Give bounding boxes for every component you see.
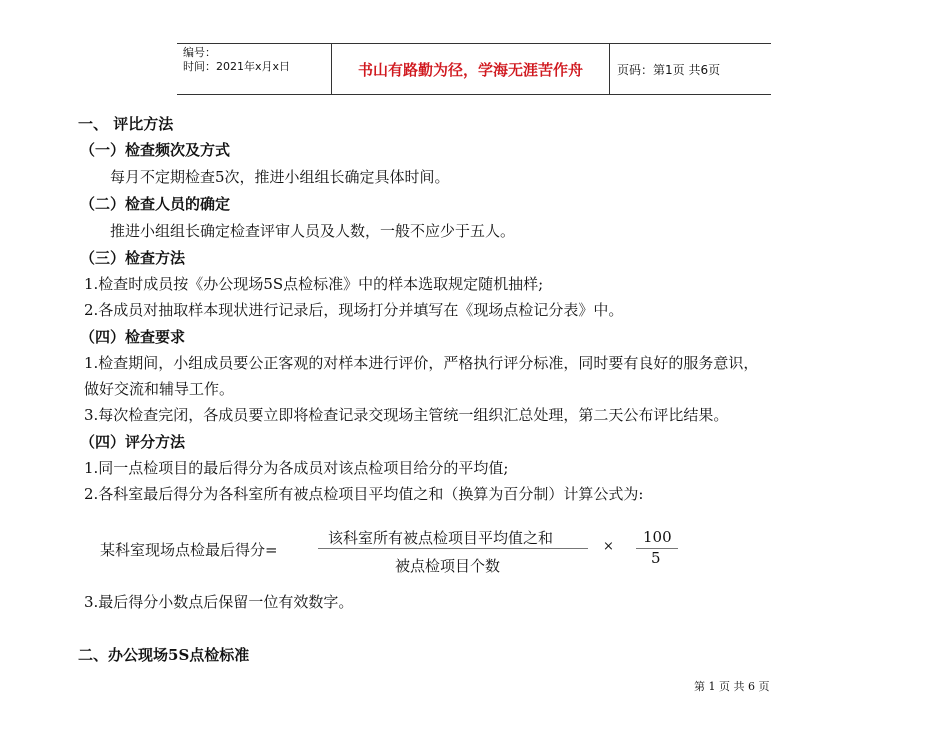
sub5-title: （四）评分方法 <box>80 433 186 451</box>
formula-factor-denominator: 5 <box>651 549 661 567</box>
sub2-text: 推进小组组长确定检查评审人员及人数，一般不应少于五人。 <box>110 222 516 240</box>
sub4-item-3: 3.每次检查完闭，各成员要立即将检查记录交现场主管统一组织汇总处理，第二天公布评比结果。 <box>84 406 729 424</box>
header-page-label: 页码：第1页 共6页 <box>617 62 721 77</box>
time-label: 时间：2021年x月x日 <box>183 60 291 73</box>
sub3-title: （三）检查方法 <box>80 249 186 267</box>
page-footer: 第 1 页 共 6 页 <box>694 680 770 693</box>
sub3-item-1: 1.检查时成员按《办公现场5S点检标准》中的样本选取规定随机抽样; <box>84 275 544 293</box>
sub1-title: （一）检查频次及方式 <box>80 141 231 159</box>
sub4-title: （四）检查要求 <box>80 328 186 346</box>
formula-times: × <box>603 539 614 554</box>
formula-label: 某科室现场点检最后得分= <box>100 541 278 559</box>
sub4-item-1-line2: 做好交流和辅导工作。 <box>84 380 235 398</box>
header-motto: 书山有路勤为径，学海无涯苦作舟 <box>332 44 610 94</box>
sub1-text: 每月不定期检查5次，推进小组组长确定具体时间。 <box>110 168 450 186</box>
sub5-item-2: 2.各科室最后得分为各科室所有被点检项目平均值之和（换算为百分制）计算公式为: <box>84 485 644 503</box>
formula-numerator: 该科室所有被点检项目平均值之和 <box>328 529 554 547</box>
sub4-item-1-line1: 1.检查期间，小组成员要公正客观的对样本进行评价，严格执行评分标准，同时要有良好的服务意识， <box>84 354 759 372</box>
header-info-cell <box>177 44 332 94</box>
sub5-item-1: 1.同一点检项目的最后得分为各成员对该点检项目给分的平均值; <box>84 459 509 477</box>
sub5-item-3: 3.最后得分小数点后保留一位有效数字。 <box>84 593 354 611</box>
page-header <box>177 43 771 95</box>
formula-fraction-bar <box>318 548 588 549</box>
number-label: 编号： <box>183 46 216 59</box>
section2-title: 二、办公现场5S点检标准 <box>78 646 250 664</box>
section1-title: 一、 评比方法 <box>78 115 174 133</box>
sub2-title: （二）检查人员的确定 <box>80 195 231 213</box>
sub3-item-2: 2.各成员对抽取样本现状进行记录后，现场打分并填写在《现场点检记分表》中。 <box>84 301 624 319</box>
formula-factor-numerator: 100 <box>643 528 672 546</box>
formula-denominator: 被点检项目个数 <box>395 557 501 575</box>
